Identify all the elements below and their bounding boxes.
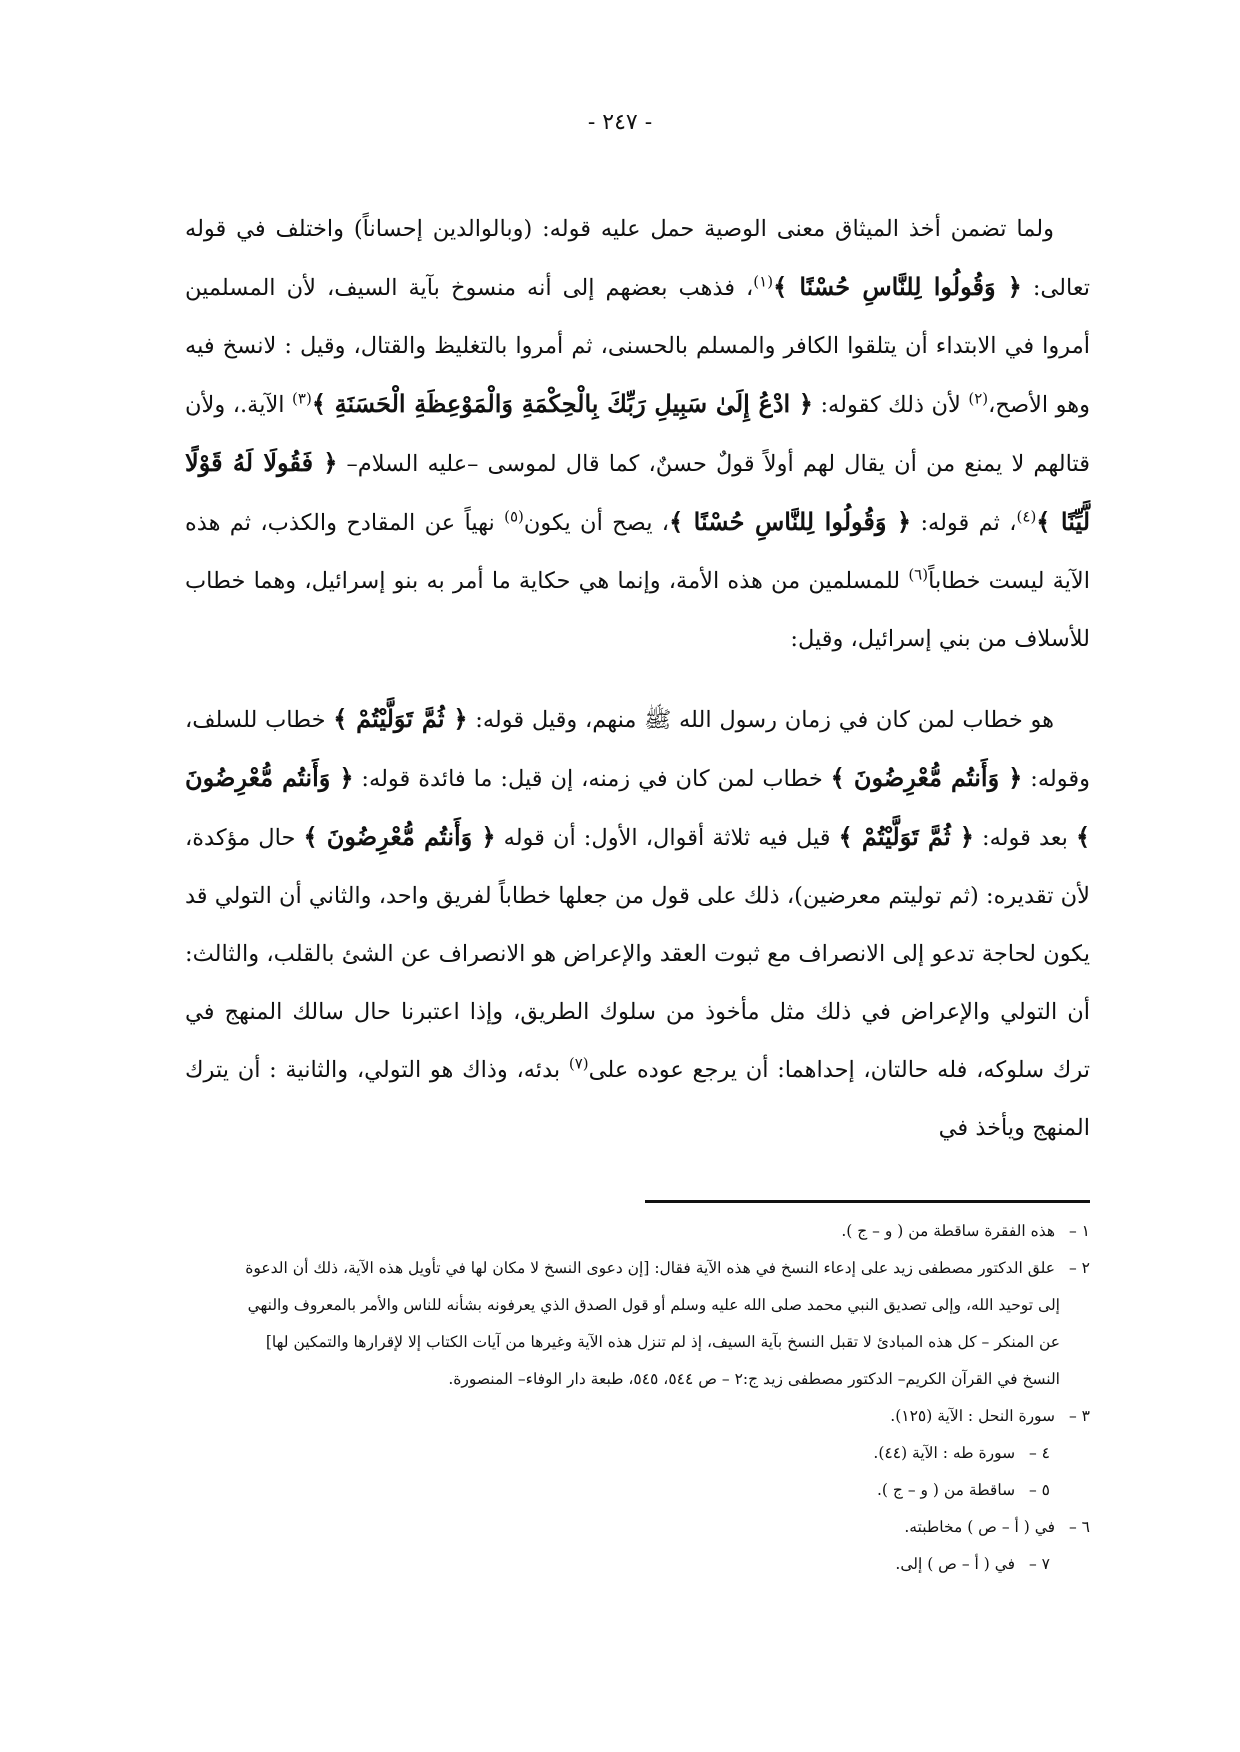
footnote-number: ١ – — [1068, 1222, 1090, 1240]
footnote-text: علق الدكتور مصطفى زيد على إدعاء النسخ في هذه الآية فقال: [إن دعوى النسخ لا مكان لها في تأويل هذه الآية، ذلك أن الدعوة — [245, 1259, 1056, 1277]
text-line: قيل فيه ثلاثة أقوال، الأول: أن قوله — [503, 825, 839, 851]
quran-verse: ﴿ ثُمَّ تَوَلَّيْتُمْ ﴾ — [333, 704, 468, 733]
quran-verse: ﴿ وَقُولُوا لِلنَّاسِ حُسْنًا ﴾ — [773, 272, 1022, 301]
footnote-text: سورة النحل : الآية (١٢٥). — [890, 1407, 1056, 1425]
text-line: هو خطاب لمن كان في زمان رسول الله ﷺ منهم، وقيل قوله: — [475, 707, 1054, 733]
text-line: ، فذهب بعضهم إلى أنه منسوخ بآية السيف، لأن المسلمين أمروا في — [185, 275, 1091, 359]
footnote-text: ساقطة من ( و – ج ). — [876, 1481, 1016, 1499]
footnote-number: ٧ – — [1028, 1555, 1050, 1573]
text-line: خطاب للسلف، وقوله: — [185, 707, 1090, 792]
footnote-divider — [645, 1200, 1090, 1203]
footnote-text: في ( أ – ص ) مخاطبته. — [904, 1518, 1056, 1536]
text-line: الآية.، ولأن قتالهم لا — [185, 392, 1090, 477]
text-line: ولما تضمن أخذ الميثاق معنى الوصية حمل عليه قوله: (وبالوالدين إحساناً) واختلف في قوله — [185, 216, 1054, 242]
footnote-text: سورة طه : الآية (٤٤). — [873, 1444, 1016, 1462]
text-line: قوله: — [920, 510, 970, 536]
text-line: لأن ذلك كقوله: — [820, 392, 969, 418]
footnote-number: ٥ – — [1028, 1481, 1050, 1499]
text-line: ، يصح أن يكون — [523, 510, 670, 536]
footnote-text: إلى توحيد الله، وإلى تصديق النبي محمد صلى الله عليه وسلم أو قول الصدق الذي يعرفونه بشأنه للناس والأمر بالمعروف والنهي — [247, 1296, 1060, 1314]
text-line: تعالى: — [1032, 275, 1090, 301]
footnote-ref[interactable]: (٤) — [1016, 507, 1037, 526]
footnote-4 — [185, 1435, 1090, 1472]
body-text — [185, 200, 1090, 1157]
footnote-7 — [185, 1546, 1090, 1583]
footnote-text: هذه الفقرة ساقطة من ( و – ج ). — [841, 1222, 1056, 1240]
paragraph-2 — [185, 690, 1090, 1157]
text-line: للمسلمين من هذه الأمة، وإنما هي حكاية ما أمر به بنو إسرائيل، وهما خطاب للأسلاف من — [185, 568, 1090, 652]
footnote-ref[interactable]: (٧) — [568, 1054, 589, 1073]
footnote-ref[interactable]: (٣) — [292, 389, 312, 408]
quran-verse: ﴿ ادْعُ إِلَىٰ سَبِيلِ رَبِّكَ بِالْحِكْمَةِ وَالْمَوْعِظَةِ الْحَسَنَةِ ﴾ — [311, 389, 813, 418]
quran-verse: ﴿ وَأَنتُم مُّعْرِضُونَ ﴾ — [830, 763, 1023, 792]
footnote-ref[interactable]: (١) — [753, 272, 774, 291]
footnote-6 — [185, 1509, 1090, 1546]
text-line: بعد قوله: — [982, 825, 1076, 851]
text-line: بدئه، وذاك هو التولي، والثانية : أن يترك المنهج ويأخذ في — [185, 1057, 1090, 1141]
footnotes — [185, 1213, 1090, 1583]
text-line: يمنع من أن يقال لهم أولاً قولٌ حسنٌ، كما قال لموسى –عليه السلام– — [346, 451, 1003, 477]
text-line: خطاب لمن كان في زمنه، إن قيل: ما فائدة قوله: — [361, 766, 831, 792]
footnote-number: ٦ – — [1068, 1518, 1090, 1536]
quran-verse: ﴿ وَقُولُوا لِلنَّاسِ حُسْنًا ﴾ — [669, 507, 912, 536]
footnote-ref[interactable]: (٥) — [504, 507, 524, 526]
text-line: حال مؤكدة، لأن تقديره: (ثم توليتم معرضين)، ذلك على قول من جعلها خطاباً لفريق واحد، والثاني أن التولي قد يكون لحاجة تدعو إلى الانصراف مع ثبوت العقد والإعراض هو الانصراف عن الشئ بالقلب، والثالث: أن التولي والإعراض في ذلك مثل مأخوذ من سلوك الطريق، وإذا اعتبرنا حال سالك المنهج في ترك سلوكه، فله حالتان، إحداهما: أن يرجع عوده على — [184, 825, 1090, 1083]
footnote-ref[interactable]: (٦) — [908, 565, 929, 584]
text-line: ، ثم — [978, 510, 1017, 536]
text-line: الأصح، — [988, 392, 1049, 418]
footnote-2-continued — [185, 1324, 1090, 1361]
quran-verse: ﴿ ثُمَّ تَوَلَّيْتُمْ ﴾ — [838, 822, 974, 851]
page-number: - ٢٤٧ - — [587, 110, 653, 135]
footnote-number: ٢ – — [1068, 1259, 1090, 1277]
text-line: الابتداء أن يتلقوا الكافر والمسلم بالحسنى، ثم أمروا بالتغليظ والقتال، وقيل : لانسخ فيه وهو — [185, 333, 1090, 418]
footnote-2-continued — [185, 1287, 1090, 1324]
footnote-number: ٤ – — [1028, 1444, 1050, 1462]
footnote-2-continued — [185, 1361, 1090, 1398]
quran-verse: ﴿ وَأَنتُم مُّعْرِضُونَ ﴾ — [185, 763, 1091, 851]
footnote-text: عن المنكر – كل هذه المبادئ لا تقبل النسخ بآية السيف، إذ لم تنزل هذه الآية وغيرها من آيات الكتاب إلا لإقرارها والتمكين لها] — [265, 1333, 1060, 1351]
footnote-5 — [185, 1472, 1090, 1509]
text-line: نهياً عن المقادح والكذب، ثم هذه الآية ليست — [185, 510, 1090, 594]
quran-verse: ﴿ فَقُولَا لَهُ قَوْلًا لَّيِّنًا ﴾ — [185, 448, 1091, 536]
footnote-1 — [185, 1213, 1090, 1250]
footnote-ref[interactable]: (٢) — [968, 389, 989, 408]
quran-verse: ﴿ وَأَنتُم مُّعْرِضُونَ ﴾ — [303, 822, 496, 851]
footnote-2 — [185, 1250, 1090, 1287]
paragraph-1 — [185, 200, 1090, 668]
footnote-3 — [185, 1398, 1090, 1435]
footnote-number: ٣ – — [1068, 1407, 1090, 1425]
text-line: خطاباً — [928, 568, 981, 594]
footnote-text: في ( أ – ص ) إلى. — [895, 1555, 1016, 1573]
text-line: بني إسرائيل، وقيل: — [790, 626, 971, 652]
footnote-text: النسخ في القرآن الكريم– الدكتور مصطفى زيد ج:٢ – ص ٥٤٤، ٥٤٥، طبعة دار الوفاء– المنصورة. — [448, 1370, 1060, 1388]
